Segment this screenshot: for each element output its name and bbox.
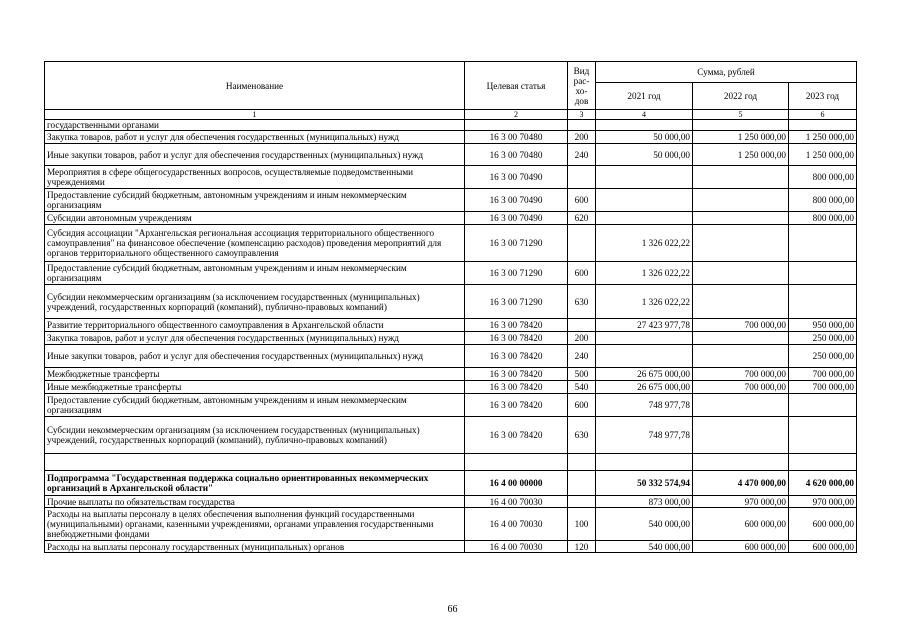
table-row — [45, 541, 857, 553]
cell-sum-2021 — [596, 166, 693, 189]
cell-sum-2023: 250 000,00 — [789, 332, 857, 345]
cell-sum-2022 — [693, 394, 789, 417]
header-target-article: Целевая статья — [465, 62, 568, 110]
cell-sum-2022 — [693, 212, 789, 225]
cell-expense-kind: 100 — [568, 508, 596, 541]
cell-expense-kind: 200 — [568, 131, 596, 144]
cell-name: государственными органами — [45, 120, 465, 131]
col-number: 4 — [596, 110, 693, 120]
cell-target-article: 16 3 00 78420 — [465, 394, 568, 417]
cell-sum-2023: 800 000,00 — [789, 189, 857, 212]
cell-expense-kind — [568, 120, 596, 131]
cell-target-article: 16 4 00 70030 — [465, 508, 568, 541]
cell-sum-2022 — [693, 454, 789, 471]
cell-sum-2022: 700 000,00 — [693, 368, 789, 381]
cell-sum-2023: 950 000,00 — [789, 319, 857, 332]
cell-sum-2021: 1 326 022,22 — [596, 225, 693, 262]
cell-sum-2023: 700 000,00 — [789, 368, 857, 381]
cell-sum-2022: 1 250 000,00 — [693, 144, 789, 166]
cell-sum-2022 — [693, 120, 789, 131]
header-expense-kind: Вид рас- хо- дов — [568, 62, 596, 110]
cell-sum-2022: 600 000,00 — [693, 508, 789, 541]
cell-name: Иные закупки товаров, работ и услуг для обеспечения государственных (муниципальных) нужд — [45, 345, 465, 368]
cell-sum-2023 — [789, 262, 857, 285]
cell-target-article: 16 3 00 70490 — [465, 189, 568, 212]
table-row — [45, 144, 857, 166]
table-row — [45, 212, 857, 225]
cell-sum-2023: 250 000,00 — [789, 345, 857, 368]
cell-expense-kind — [568, 166, 596, 189]
cell-sum-2023: 800 000,00 — [789, 166, 857, 189]
cell-sum-2021 — [596, 212, 693, 225]
cell-name: Расходы на выплаты персоналу государственных (муниципальных) органов — [45, 541, 465, 553]
cell-sum-2023: 600 000,00 — [789, 508, 857, 541]
cell-expense-kind — [568, 454, 596, 471]
header-year-2022: 2022 год — [693, 83, 789, 110]
table-row — [45, 496, 857, 508]
table-row — [45, 262, 857, 285]
col-number: 1 — [45, 110, 465, 120]
cell-name — [45, 454, 465, 471]
cell-expense-kind: 500 — [568, 368, 596, 381]
cell-sum-2022 — [693, 345, 789, 368]
cell-name: Субсидии автономным учреждениям — [45, 212, 465, 225]
cell-sum-2023: 970 000,00 — [789, 496, 857, 508]
cell-name: Развитие территориального общественного самоуправления в Архангельской области — [45, 319, 465, 332]
cell-target-article: 16 3 00 78420 — [465, 368, 568, 381]
cell-sum-2021: 27 423 977,78 — [596, 319, 693, 332]
cell-sum-2022 — [693, 285, 789, 319]
table-row — [45, 166, 857, 189]
cell-sum-2021: 748 977,78 — [596, 394, 693, 417]
table-row — [45, 381, 857, 394]
cell-name: Предоставление субсидий бюджетным, автономным учреждениям и иным некоммерческим организациям — [45, 189, 465, 212]
cell-target-article: 16 3 00 78420 — [465, 417, 568, 454]
cell-target-article: 16 4 00 70030 — [465, 541, 568, 553]
cell-sum-2023: 700 000,00 — [789, 381, 857, 394]
table-body — [45, 120, 857, 553]
cell-expense-kind: 200 — [568, 332, 596, 345]
cell-name: Предоставление субсидий бюджетным, автономным учреждениям и иным некоммерческим организациям — [45, 262, 465, 285]
cell-sum-2021: 50 332 574,94 — [596, 471, 693, 496]
col-number: 6 — [789, 110, 857, 120]
cell-sum-2023 — [789, 394, 857, 417]
cell-sum-2022 — [693, 332, 789, 345]
header-year-2023: 2023 год — [789, 83, 857, 110]
cell-sum-2023: 1 250 000,00 — [789, 144, 857, 166]
cell-sum-2022: 4 470 000,00 — [693, 471, 789, 496]
cell-sum-2023: 800 000,00 — [789, 212, 857, 225]
cell-expense-kind: 630 — [568, 417, 596, 454]
cell-name: Субсидии некоммерческим организациям (за исключением государственных (муниципальных) учреждений, государственных корпораций (компаний), публично-правовых компаний) — [45, 417, 465, 454]
table-row — [45, 508, 857, 541]
cell-sum-2022 — [693, 189, 789, 212]
header-name: Наименование — [45, 62, 465, 110]
cell-name: Закупка товаров, работ и услуг для обеспечения государственных (муниципальных) нужд — [45, 131, 465, 144]
cell-name: Подпрограмма "Государственная поддержка социально ориентированных некоммерческих организаций в Архангельской области" — [45, 471, 465, 496]
cell-sum-2023 — [789, 120, 857, 131]
cell-expense-kind — [568, 496, 596, 508]
cell-sum-2022: 700 000,00 — [693, 381, 789, 394]
table-row — [45, 394, 857, 417]
cell-target-article: 16 3 00 78420 — [465, 332, 568, 345]
cell-sum-2021 — [596, 454, 693, 471]
table-row — [45, 225, 857, 262]
cell-target-article — [465, 454, 568, 471]
cell-expense-kind: 620 — [568, 212, 596, 225]
cell-sum-2021: 50 000,00 — [596, 131, 693, 144]
cell-sum-2023: 1 250 000,00 — [789, 131, 857, 144]
cell-name: Расходы на выплаты персоналу в целях обеспечения выполнения функций государственными (муниципальными) органами, казенными учреждениями, органами управления государственными внебюджетными фондами — [45, 508, 465, 541]
cell-name: Межбюджетные трансферты — [45, 368, 465, 381]
cell-target-article — [465, 120, 568, 131]
table-row — [45, 285, 857, 319]
cell-name: Мероприятия в сфере общегосударственных вопросов, осуществляемые подведомственными учреждениями — [45, 166, 465, 189]
cell-target-article: 16 3 00 70480 — [465, 144, 568, 166]
cell-target-article: 16 3 00 78420 — [465, 319, 568, 332]
cell-sum-2022 — [693, 225, 789, 262]
cell-target-article: 16 3 00 78420 — [465, 345, 568, 368]
cell-target-article: 16 3 00 78420 — [465, 381, 568, 394]
table-row — [45, 120, 857, 131]
budget-table — [44, 61, 857, 553]
cell-sum-2022: 1 250 000,00 — [693, 131, 789, 144]
cell-expense-kind — [568, 319, 596, 332]
cell-sum-2022 — [693, 166, 789, 189]
cell-sum-2023: 600 000,00 — [789, 541, 857, 553]
table-row — [45, 417, 857, 454]
cell-sum-2021: 26 675 000,00 — [596, 368, 693, 381]
cell-sum-2021 — [596, 332, 693, 345]
cell-sum-2022 — [693, 417, 789, 454]
cell-expense-kind — [568, 471, 596, 496]
col-number: 5 — [693, 110, 789, 120]
cell-sum-2021 — [596, 189, 693, 212]
cell-expense-kind: 600 — [568, 189, 596, 212]
table-row — [45, 319, 857, 332]
cell-target-article: 16 4 00 00000 — [465, 471, 568, 496]
cell-sum-2023 — [789, 417, 857, 454]
table-row — [45, 345, 857, 368]
header-year-2021: 2021 год — [596, 83, 693, 110]
cell-name: Предоставление субсидий бюджетным, автономным учреждениям и иным некоммерческим организациям — [45, 394, 465, 417]
cell-sum-2021: 50 000,00 — [596, 144, 693, 166]
cell-sum-2021 — [596, 345, 693, 368]
table-row — [45, 454, 857, 471]
cell-sum-2022: 600 000,00 — [693, 541, 789, 553]
header-sum: Сумма, рублей — [596, 62, 857, 83]
cell-target-article: 16 4 00 70030 — [465, 496, 568, 508]
cell-sum-2023 — [789, 285, 857, 319]
cell-sum-2021: 540 000,00 — [596, 541, 693, 553]
cell-sum-2022 — [693, 262, 789, 285]
cell-expense-kind: 540 — [568, 381, 596, 394]
cell-expense-kind — [568, 225, 596, 262]
cell-sum-2021: 1 326 022,22 — [596, 285, 693, 319]
cell-target-article: 16 3 00 70490 — [465, 212, 568, 225]
cell-sum-2021: 540 000,00 — [596, 508, 693, 541]
cell-sum-2023 — [789, 225, 857, 262]
cell-target-article: 16 3 00 71290 — [465, 225, 568, 262]
cell-sum-2021: 748 977,78 — [596, 417, 693, 454]
cell-sum-2021 — [596, 120, 693, 131]
cell-sum-2021: 873 000,00 — [596, 496, 693, 508]
cell-sum-2021: 1 326 022,22 — [596, 262, 693, 285]
cell-name: Субсидия ассоциации "Архангельская региональная ассоциация территориального общественного самоуправления" на финансовое обеспечение (компенсацию расходов) проведения мероприятий для органов территориального общественного самоуправления — [45, 225, 465, 262]
cell-expense-kind: 120 — [568, 541, 596, 553]
cell-name: Иные закупки товаров, работ и услуг для обеспечения государственных (муниципальных) нужд — [45, 144, 465, 166]
cell-target-article: 16 3 00 70490 — [465, 166, 568, 189]
cell-expense-kind: 600 — [568, 394, 596, 417]
col-number: 3 — [568, 110, 596, 120]
cell-expense-kind: 240 — [568, 144, 596, 166]
cell-target-article: 16 3 00 71290 — [465, 285, 568, 319]
cell-expense-kind: 630 — [568, 285, 596, 319]
table-row — [45, 332, 857, 345]
table-row — [45, 189, 857, 212]
cell-name: Иные межбюджетные трансферты — [45, 381, 465, 394]
cell-sum-2022: 970 000,00 — [693, 496, 789, 508]
cell-sum-2023: 4 620 000,00 — [789, 471, 857, 496]
table-row — [45, 368, 857, 381]
cell-sum-2022: 700 000,00 — [693, 319, 789, 332]
cell-target-article: 16 3 00 71290 — [465, 262, 568, 285]
table-row — [45, 131, 857, 144]
cell-name: Прочие выплаты по обязательствам государства — [45, 496, 465, 508]
cell-sum-2023 — [789, 454, 857, 471]
page-number: 66 — [447, 604, 458, 615]
cell-name: Субсидии некоммерческим организациям (за исключением государственных (муниципальных) учреждений, государственных корпораций (компаний), публично-правовых компаний) — [45, 285, 465, 319]
cell-target-article: 16 3 00 70480 — [465, 131, 568, 144]
cell-sum-2021: 26 675 000,00 — [596, 381, 693, 394]
col-number: 2 — [465, 110, 568, 120]
cell-name: Закупка товаров, работ и услуг для обеспечения государственных (муниципальных) нужд — [45, 332, 465, 345]
cell-expense-kind: 600 — [568, 262, 596, 285]
cell-expense-kind: 240 — [568, 345, 596, 368]
table-row — [45, 471, 857, 496]
